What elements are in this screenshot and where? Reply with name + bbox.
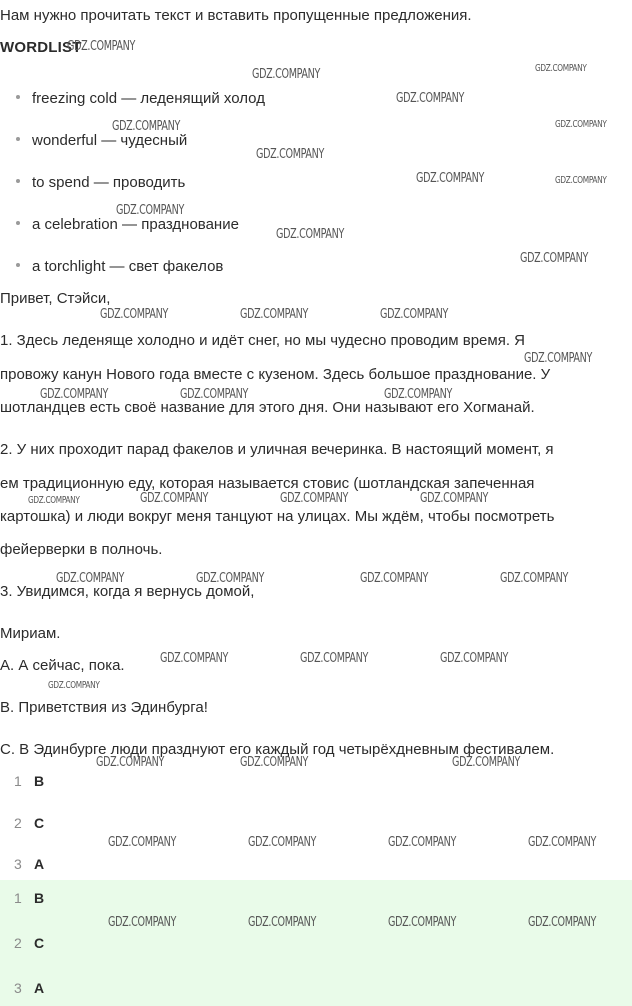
watermark: GDZ.COMPANY <box>248 915 317 930</box>
answer-row-highlighted: 3 A <box>14 980 45 996</box>
wordlist-item: a torchlight — свет факелов <box>16 258 223 275</box>
watermark: GDZ.COMPANY <box>555 119 607 130</box>
letter-line: 2. У них проходит парад факелов и уличная вечеринка. В настоящий момент, я <box>0 441 554 458</box>
watermark: GDZ.COMPANY <box>416 171 485 186</box>
watermark: GDZ.COMPANY <box>108 835 177 850</box>
watermark: GDZ.COMPANY <box>28 495 80 506</box>
watermark: GDZ.COMPANY <box>240 755 309 770</box>
intro-text: Нам нужно прочитать текст и вставить пропущенные предложения. <box>0 7 472 24</box>
watermark: GDZ.COMPANY <box>240 307 309 322</box>
bullet-icon <box>16 179 20 183</box>
answer-row: 3 A <box>14 856 45 872</box>
watermark: GDZ.COMPANY <box>440 651 509 666</box>
option-b: B. Приветствия из Эдинбурга! <box>0 699 208 716</box>
wordlist-item: to spend — проводить <box>16 174 185 191</box>
watermark: GDZ.COMPANY <box>280 491 349 506</box>
wordlist-item: wonderful — чудесный <box>16 132 187 149</box>
watermark: GDZ.COMPANY <box>248 835 317 850</box>
watermark: GDZ.COMPANY <box>380 307 449 322</box>
watermark: GDZ.COMPANY <box>140 491 209 506</box>
letter-line: ем традиционную еду, которая называется стовис (шотландская запеченная <box>0 475 535 492</box>
watermark: GDZ.COMPANY <box>196 571 265 586</box>
letter-line: картошка) и люди вокруг меня танцуют на улицах. Мы ждём, чтобы посмотреть <box>0 508 555 525</box>
bullet-icon <box>16 95 20 99</box>
watermark: GDZ.COMPANY <box>520 251 589 266</box>
watermark: GDZ.COMPANY <box>252 67 321 82</box>
watermark: GDZ.COMPANY <box>116 203 185 218</box>
watermark: GDZ.COMPANY <box>96 755 165 770</box>
bullet-icon <box>16 137 20 141</box>
watermark: GDZ.COMPANY <box>100 307 169 322</box>
watermark: GDZ.COMPANY <box>500 571 569 586</box>
letter-line: шотландцев есть своё название для этого дня. Они называют его Хогманай. <box>0 399 535 416</box>
wordlist-item: a celebration — празднование <box>16 216 239 233</box>
watermark: GDZ.COMPANY <box>420 491 489 506</box>
watermark: GDZ.COMPANY <box>360 571 429 586</box>
answer-row-highlighted: 1 B <box>14 890 45 906</box>
bullet-icon <box>16 263 20 267</box>
wordlist-title: WORDLIST <box>0 39 82 56</box>
answer-row-highlighted: 2 C <box>14 935 45 951</box>
watermark: GDZ.COMPANY <box>388 835 457 850</box>
letter-greeting: Привет, Стэйси, <box>0 290 111 307</box>
watermark: GDZ.COMPANY <box>67 39 136 54</box>
letter-line: 1. Здесь леденяще холодно и идёт снег, но мы чудесно проводим время. Я <box>0 332 525 349</box>
watermark: GDZ.COMPANY <box>528 835 597 850</box>
option-a: A. А сейчас, пока. <box>0 657 125 674</box>
letter-signature: Мириам. <box>0 625 61 642</box>
watermark: GDZ.COMPANY <box>528 915 597 930</box>
letter-line: фейерверки в полночь. <box>0 541 163 558</box>
watermark: GDZ.COMPANY <box>384 387 453 402</box>
watermark: GDZ.COMPANY <box>300 651 369 666</box>
watermark: GDZ.COMPANY <box>452 755 521 770</box>
option-c: C. В Эдинбурге люди празднуют его каждый год четырёхдневным фестивалем. <box>0 741 555 758</box>
bullet-icon <box>16 221 20 225</box>
watermark: GDZ.COMPANY <box>535 63 587 74</box>
watermark: GDZ.COMPANY <box>112 119 181 134</box>
watermark: GDZ.COMPANY <box>276 227 345 242</box>
watermark: GDZ.COMPANY <box>56 571 125 586</box>
answer-row: 2 C <box>14 815 45 831</box>
watermark: GDZ.COMPANY <box>108 915 177 930</box>
watermark: GDZ.COMPANY <box>256 147 325 162</box>
watermark: GDZ.COMPANY <box>160 651 229 666</box>
letter-line: 3. Увидимся, когда я вернусь домой, <box>0 583 255 600</box>
watermark: GDZ.COMPANY <box>40 387 109 402</box>
answer-highlight-box <box>0 880 632 1006</box>
watermark: GDZ.COMPANY <box>396 91 465 106</box>
watermark: GDZ.COMPANY <box>555 175 607 186</box>
watermark: GDZ.COMPANY <box>524 351 593 366</box>
watermark: GDZ.COMPANY <box>180 387 249 402</box>
wordlist-item: freezing cold — леденящий холод <box>16 90 265 107</box>
answer-row: 1 B <box>14 773 45 789</box>
watermark: GDZ.COMPANY <box>48 680 100 691</box>
watermark: GDZ.COMPANY <box>388 915 457 930</box>
letter-line: провожу канун Нового года вместе с кузеном. Здесь большое празднование. У <box>0 366 551 383</box>
